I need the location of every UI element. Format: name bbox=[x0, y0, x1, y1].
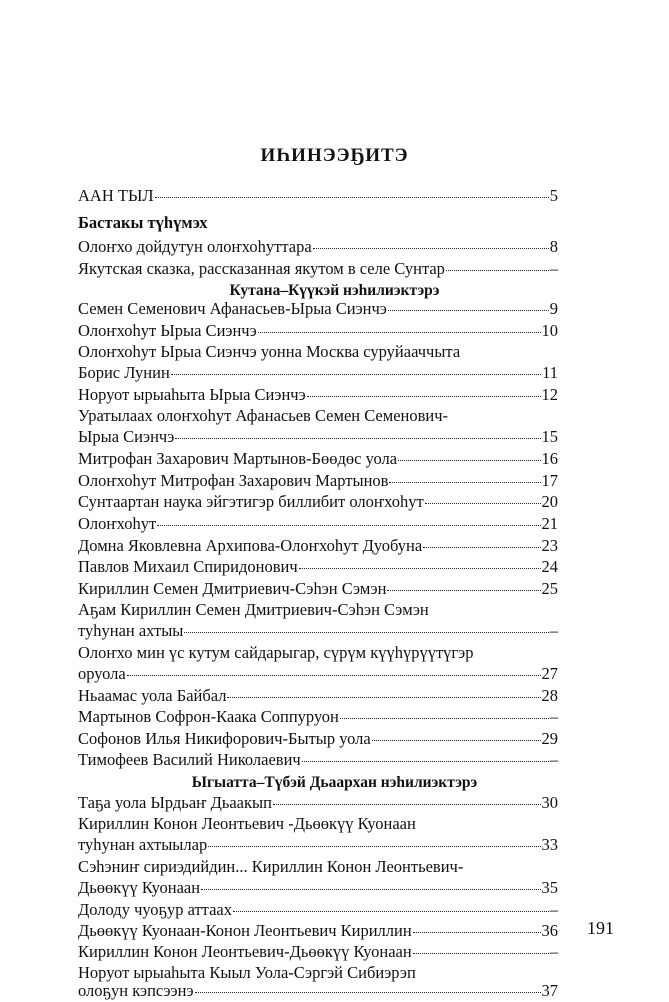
toc-entry-intro[interactable]: ААН ТЫЛ 5 bbox=[78, 186, 558, 205]
toc-entry[interactable]: туһунан ахтыы – bbox=[78, 621, 558, 640]
toc-entry[interactable]: Тимофеев Василий Николаевич – bbox=[78, 750, 558, 769]
toc-entry[interactable]: Олоҥхо дойдутун олоҥхоһуттара 8 bbox=[78, 237, 558, 256]
toc-entry[interactable]: Павлов Михаил Спиридонович 24 bbox=[78, 557, 558, 576]
page-number: 191 bbox=[587, 918, 614, 938]
toc-entry[interactable]: оруола 27 bbox=[78, 664, 558, 683]
toc-entry[interactable]: Борис Лунин 11 bbox=[78, 363, 558, 382]
toc-entry-line: Уратылаах олоҥхоһут Афанасьев Семен Семенович- bbox=[78, 406, 449, 425]
toc-entry[interactable]: Ырыа Сиэнчэ 15 bbox=[78, 427, 558, 446]
toc-entry[interactable]: Софонов Илья Никифорович-Бытыр уола 29 bbox=[78, 729, 558, 748]
toc-entry-line: Олоҥхоһут Ырыа Сиэнчэ уонна Москва суруйааччыта bbox=[78, 342, 461, 361]
toc-entry[interactable]: олоҕун кэпсээнэ 37 bbox=[78, 981, 558, 1000]
subsection-heading: Ыгыатта–Түбэй Дьаархан нэһилиэктэрэ bbox=[191, 774, 478, 791]
toc-entry-line: Норуот ырыаһыта Кыыл Уола-Сэргэй Сибиэрэп bbox=[78, 963, 416, 982]
toc-entry[interactable]: Якутская сказка, рассказанная якутом в селе Сунтар – bbox=[78, 259, 558, 278]
toc-entry[interactable]: Кириллин Конон Леонтьевич-Дьөөкүү Куонаан – bbox=[78, 942, 558, 961]
toc-entry[interactable]: Кириллин Семен Дмитриевич-Сэһэн Сэмэн 25 bbox=[78, 579, 558, 598]
page-title: ИҺИНЭЭҔИТЭ bbox=[260, 145, 409, 166]
toc-entry[interactable]: Митрофан Захарович Мартынов-Бөөдөс уола 16 bbox=[78, 449, 558, 468]
toc-entry[interactable]: Дьөөкүү Куонаан 35 bbox=[78, 878, 558, 897]
toc-entry[interactable]: Ньаамас уола Байбал 28 bbox=[78, 686, 558, 705]
toc-entry[interactable]: Таҕа уола Ырдьаҥ Дьаакып 30 bbox=[78, 793, 558, 812]
toc-entry[interactable]: Долоду чуоҕур аттаах – bbox=[78, 900, 558, 919]
toc-entry-line: Сэһэниҥ сириэдийдин... Кириллин Конон Леонтьевич- bbox=[78, 857, 464, 876]
toc-entry[interactable]: Мартынов Софрон-Каака Соппуруон – bbox=[78, 707, 558, 726]
section-heading: Бастакы түһүмэх bbox=[78, 213, 208, 232]
toc-entry-line: Кириллин Конон Леонтьевич -Дьөөкүү Куонаан bbox=[78, 814, 416, 833]
toc-entry[interactable]: Норуот ырыаһыта Ырыа Сиэнчэ 12 bbox=[78, 385, 558, 404]
toc-entry[interactable]: Сунтаартан наука эйгэтигэр биллибит олоҥхоһут 20 bbox=[78, 492, 558, 511]
toc-entry[interactable]: Олоҥхоһут 21 bbox=[78, 514, 558, 533]
toc-entry[interactable]: туһунан ахтыылар 33 bbox=[78, 835, 558, 854]
toc-entry-line: Аҕам Кириллин Семен Дмитриевич-Сэһэн Сэмэн bbox=[78, 600, 429, 619]
toc-entry[interactable]: Олоҥхоһут Митрофан Захарович Мартынов 17 bbox=[78, 471, 558, 490]
toc-entry[interactable]: Дьөөкүү Куонаан-Конон Леонтьевич Кириллин 36 bbox=[78, 921, 558, 940]
subsection-heading: Кутана–Күүкэй нэһилиэктэрэ bbox=[229, 282, 440, 299]
toc-entry[interactable]: Олоҥхоһут Ырыа Сиэнчэ 10 bbox=[78, 321, 558, 340]
toc-entry[interactable]: Домна Яковлевна Архипова-Олоҥхоһут Дуобуна 23 bbox=[78, 536, 558, 555]
toc-entry[interactable]: Семен Семенович Афанасьев-Ырыа Сиэнчэ 9 bbox=[78, 299, 558, 318]
toc-entry-line: Олоҥхо мин үс кутум сайдарыгар, сүрүм күүһүрүүтүгэр bbox=[78, 643, 474, 662]
